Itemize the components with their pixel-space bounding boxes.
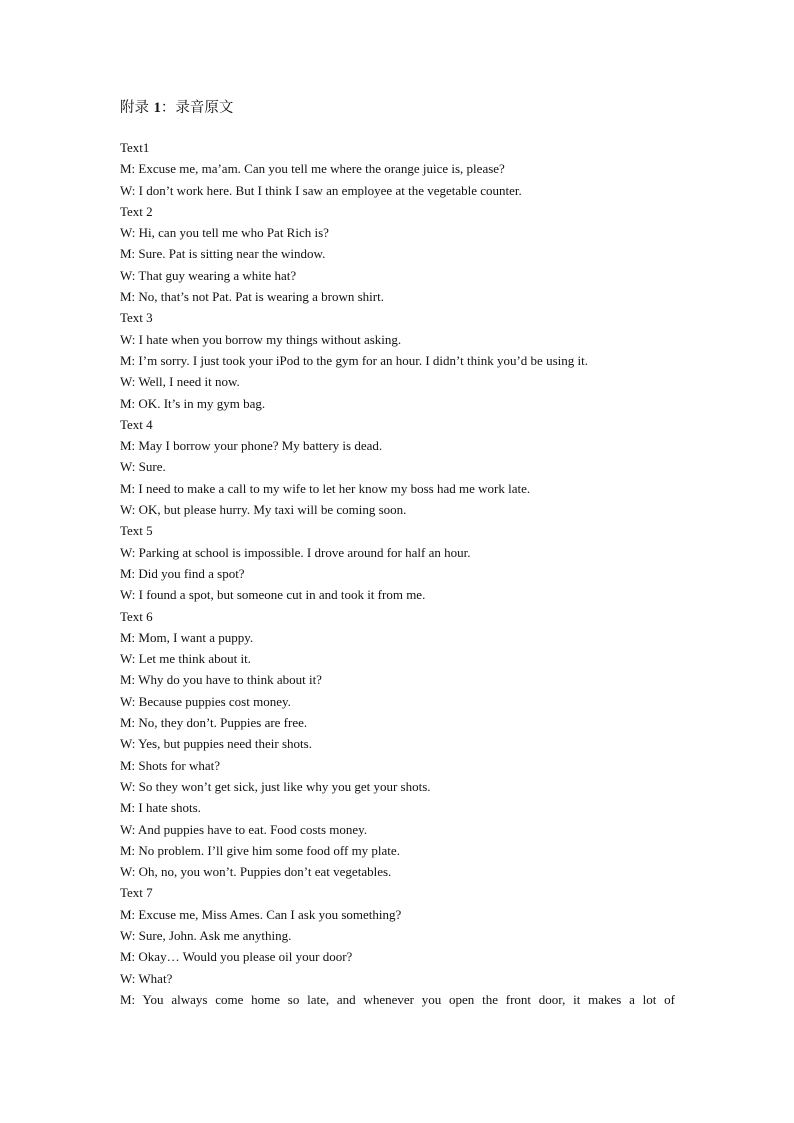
- heading-prefix: 附录: [120, 100, 149, 116]
- dialogue-line: W: I hate when you borrow my things without asking.: [120, 331, 402, 347]
- dialogue-line: M: Excuse me, ma’am. Can you tell me where the orange juice is, please?: [120, 161, 505, 177]
- text-section-label: Text 2: [120, 203, 153, 219]
- dialogue-line: M: May I borrow your phone? My battery is dead.: [120, 438, 383, 454]
- dialogue-line: M: I’m sorry. I just took your iPod to the gym for an hour. I didn’t think you’d be using it.: [120, 352, 588, 368]
- dialogue-line: W: Well, I need it now.: [120, 374, 240, 390]
- dialogue-line: W: Yes, but puppies need their shots.: [120, 736, 312, 752]
- dialogue-line: M: Mom, I want a puppy.: [120, 629, 254, 645]
- dialogue-line: M: You always come home so late, and whenever you open the front door, it makes a lot of: [120, 991, 675, 1007]
- text-section-label: Text 7: [120, 885, 153, 901]
- dialogue-line: W: I don’t work here. But I think I saw an employee at the vegetable counter.: [120, 182, 522, 198]
- dialogue-line: W: And puppies have to eat. Food costs money.: [120, 821, 368, 837]
- dialogue-line: M: I need to make a call to my wife to let her know my boss had me work late.: [120, 480, 531, 496]
- dialogue-line: W: Hi, can you tell me who Pat Rich is?: [120, 225, 329, 241]
- dialogue-line: M: Why do you have to think about it?: [120, 672, 322, 688]
- text-section-label: Text 3: [120, 310, 153, 326]
- dialogue-line: M: Shots for what?: [120, 757, 221, 773]
- heading-suffix: ：录音原文: [160, 100, 234, 116]
- dialogue-line: W: Let me think about it.: [120, 651, 251, 667]
- dialogue-line: M: Did you find a spot?: [120, 565, 245, 581]
- dialogue-line: W: OK, but please hurry. My taxi will be coming soon.: [120, 502, 407, 518]
- dialogue-line: W: I found a spot, but someone cut in and took it from me.: [120, 587, 426, 603]
- dialogue-line: M: Excuse me, Miss Ames. Can I ask you something?: [120, 906, 402, 922]
- dialogue-line: M: Sure. Pat is sitting near the window.: [120, 246, 326, 262]
- text-section-label: Text 5: [120, 523, 153, 539]
- transcript-body: [120, 137, 675, 1010]
- text-section-label: Text 6: [120, 608, 153, 624]
- dialogue-line: W: That guy wearing a white hat?: [120, 267, 297, 283]
- dialogue-line: W: Oh, no, you won’t. Puppies don’t eat vegetables.: [120, 864, 392, 880]
- dialogue-line: M: No problem. I’ll give him some food off my plate.: [120, 842, 400, 858]
- dialogue-line: W: Because puppies cost money.: [120, 693, 291, 709]
- dialogue-line: W: Sure.: [120, 459, 166, 475]
- dialogue-line: M: I hate shots.: [120, 800, 201, 816]
- text-section-label: Text1: [120, 140, 150, 155]
- dialogue-line: M: No, they don’t. Puppies are free.: [120, 715, 308, 731]
- dialogue-line: W: Parking at school is impossible. I drove around for half an hour.: [120, 544, 471, 560]
- dialogue-line: M: Okay… Would you please oil your door?: [120, 949, 353, 965]
- dialogue-line: W: Sure, John. Ask me anything.: [120, 927, 292, 943]
- dialogue-line: M: OK. It’s in my gym bag.: [120, 395, 266, 411]
- appendix-heading: [120, 98, 233, 118]
- dialogue-line: W: What?: [120, 970, 173, 986]
- dialogue-line: M: No, that’s not Pat. Pat is wearing a brown shirt.: [120, 289, 384, 305]
- dialogue-line: W: So they won’t get sick, just like why you get your shots.: [120, 778, 431, 794]
- heading-number: 1: [153, 100, 161, 116]
- text-section-label: Text 4: [120, 416, 153, 432]
